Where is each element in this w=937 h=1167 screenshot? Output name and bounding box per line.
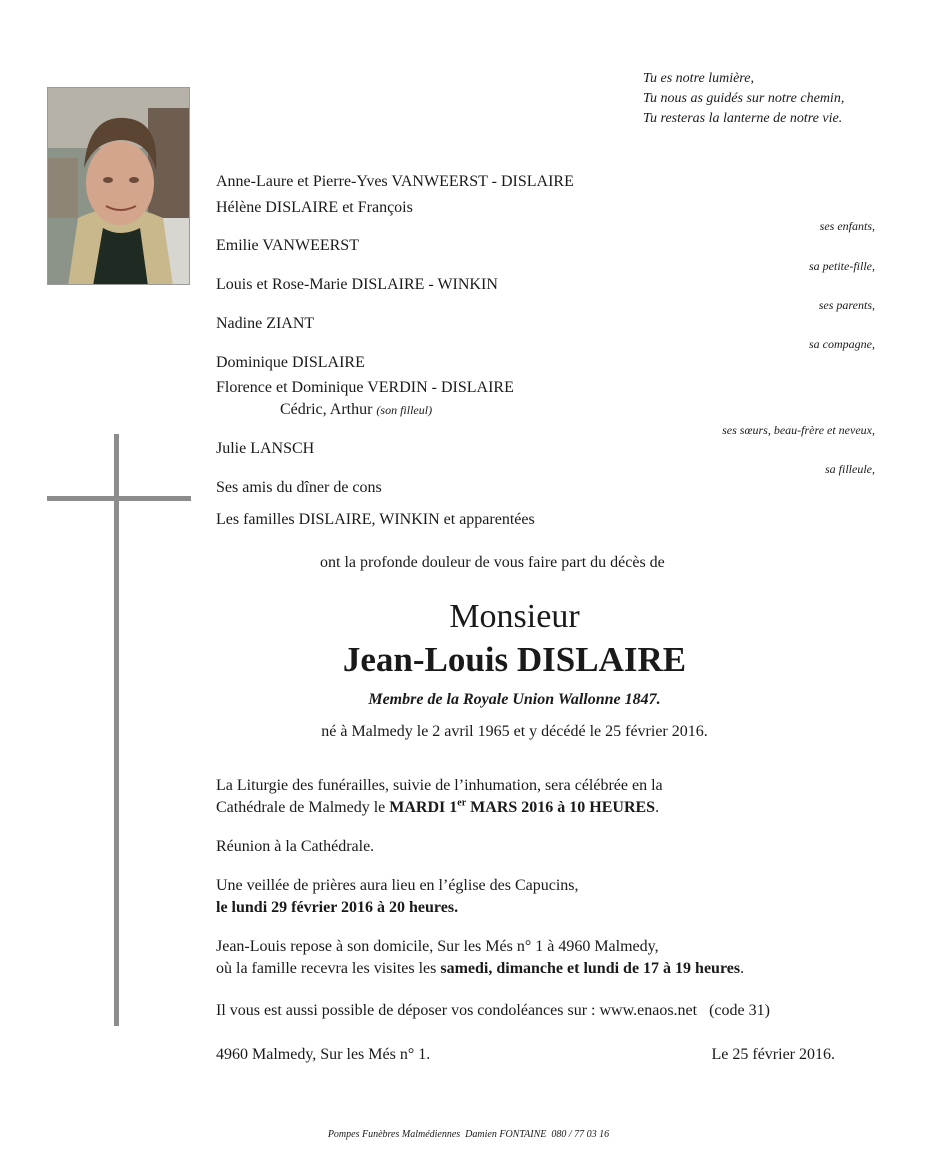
funeral-line-2 [216, 799, 659, 817]
epigraph-line-3: Tu resteras la lanterne de notre vie. [643, 111, 843, 126]
relation-label: sa compagne, [809, 337, 875, 351]
funeral-day: MARDI 1 [389, 799, 458, 816]
vigil-line-1: Une veillée de prières aura lieu en l’église des Capucins, [216, 877, 579, 894]
condolences-line: Il vous est aussi possible de déposer vos condoléances sur : www.enaos.net (code 31) [216, 1002, 770, 1019]
deceased-name: Jean-Louis DISLAIRE [342, 640, 687, 679]
family-line: Les familles DISLAIRE, WINKIN et apparentées [216, 511, 535, 528]
rest-line-1: Jean-Louis repose à son domicile, Sur les Més n° 1 à 4960 Malmedy, [216, 938, 659, 955]
family-line: Ses amis du dîner de cons [216, 479, 382, 496]
family-line: Nadine ZIANT [216, 315, 315, 332]
funeral-period: . [655, 799, 660, 816]
funeral-line-1: La Liturgie des funérailles, suivie de l’inhumation, sera célébrée en la [216, 777, 663, 794]
epigraph-line-2: Tu nous as guidés sur notre chemin, [643, 91, 845, 106]
relation-label: ses sœurs, beau-frère et neveux, [722, 423, 875, 437]
rest-line-2 [216, 960, 744, 978]
family-line: Dominique DISLAIRE [216, 354, 365, 371]
address-line: 4960 Malmedy, Sur les Més n° 1. [216, 1046, 431, 1063]
cross-horizontal-bar [47, 496, 191, 501]
family-line-godchildren [280, 401, 432, 419]
announcement-text: ont la profonde douleur de vous faire part du décès de [320, 554, 665, 571]
deceased-title: Monsieur [449, 598, 580, 635]
footer-funeral-home: Pompes Funèbres Malmédiennes Damien FONTAINE 080 / 77 03 16 [327, 1129, 610, 1140]
date-line: Le 25 février 2016. [711, 1046, 835, 1063]
relation-label: ses enfants, [819, 219, 875, 233]
godchild-note: (son filleul) [376, 403, 433, 417]
family-line: Hélène DISLAIRE et François [216, 199, 413, 216]
funeral-day-suffix: er [457, 797, 467, 809]
relation-label: sa petite-fille, [809, 259, 875, 273]
birth-death-line: né à Malmedy le 2 avril 1965 et y décédé le 25 février 2016. [321, 723, 708, 740]
vigil-line-2: le lundi 29 février 2016 à 20 heures. [216, 899, 459, 916]
family-line: Florence et Dominique VERDIN - DISLAIRE [216, 379, 514, 396]
portrait-photo [47, 87, 190, 285]
relation-label: ses parents, [818, 298, 875, 312]
relation-label: sa filleule, [825, 462, 875, 476]
godchildren-names: Cédric, Arthur [280, 401, 373, 418]
funeral-place: Cathédrale de Malmedy le [216, 799, 390, 816]
family-line: Anne-Laure et Pierre-Yves VANWEERST - DISLAIRE [216, 173, 574, 190]
funeral-date-time: MARS 2016 à 10 HEURES [466, 799, 656, 816]
membership-line: Membre de la Royale Union Wallonne 1847. [368, 691, 661, 708]
family-line: Julie LANSCH [216, 440, 315, 457]
rest-visit-hours: samedi, dimanche et lundi de 17 à 19 heures [440, 960, 741, 977]
rest-visits-intro: où la famille recevra les visites les [216, 960, 441, 977]
epigraph-line-1: Tu es notre lumière, [643, 71, 754, 86]
reunion-line: Réunion à la Cathédrale. [216, 838, 375, 855]
family-line: Louis et Rose-Marie DISLAIRE - WINKIN [216, 276, 498, 293]
rest-period: . [740, 960, 745, 977]
family-line: Emilie VANWEERST [216, 237, 359, 254]
